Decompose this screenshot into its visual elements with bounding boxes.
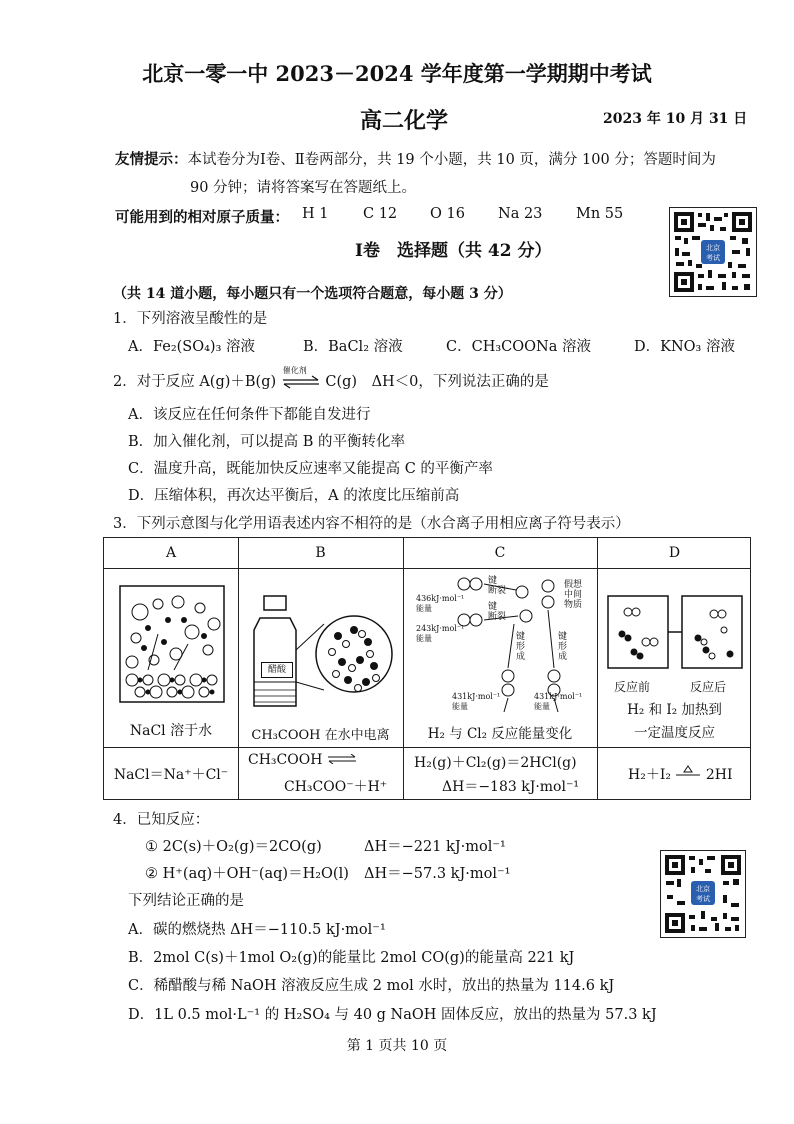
before-label: 反应前 bbox=[614, 680, 651, 694]
q3-equation-b2: CH₃COO⁻＋H⁺ bbox=[284, 779, 388, 795]
q3-caption-b: CH₃COOH 在水中电离 bbox=[251, 728, 390, 743]
catalyst-label: 催化剂 bbox=[282, 366, 307, 375]
q1-option-a[interactable]: A．Fe₂(SO₄)₃ 溶液 bbox=[128, 339, 256, 355]
q3-header-c: C bbox=[494, 545, 506, 561]
q3-equation-d: H₂＋I₂ 2HI bbox=[628, 767, 733, 783]
q3-header-d: D bbox=[668, 545, 681, 561]
energy-label-hcl-1: 431kJ·mol⁻¹ 能量 bbox=[452, 692, 501, 711]
q3-equation-a: NaCl＝Na⁺＋Cl⁻ bbox=[113, 767, 229, 783]
exam-title: 北京一零一中 2023－2024 学年度第一学期期中考试 bbox=[142, 61, 652, 86]
mass-mn: Mn 55 bbox=[576, 206, 624, 222]
bond-break-label-1: 键 断裂 bbox=[488, 576, 507, 596]
tips-block bbox=[115, 148, 716, 169]
energy-label-hcl-2: 431kJ·mol⁻¹ 能量 bbox=[534, 692, 583, 711]
mass-na: Na 23 bbox=[498, 206, 543, 222]
acetic-acid-diagram bbox=[250, 590, 394, 716]
heat-arrow-icon bbox=[675, 765, 701, 779]
q2-stem-prefix: 2．对于反应 A(g)＋B(g) bbox=[113, 374, 277, 390]
q4-prompt: 下列结论正确的是 bbox=[128, 893, 244, 909]
qr-code-bottom[interactable] bbox=[660, 850, 746, 938]
mass-h: H 1 bbox=[302, 206, 329, 222]
q3-equation-c2: ΔH＝−183 kJ·mol⁻¹ bbox=[442, 779, 579, 795]
page-number: 第 1 页共 10 页 bbox=[346, 1038, 448, 1054]
q2-stem bbox=[113, 366, 549, 391]
q4-option-a[interactable]: A．碳的燃烧热 ΔH＝−110.5 kJ·mol⁻¹ bbox=[128, 922, 386, 938]
q3-stem: 3．下列示意图与化学用语表述内容不相符的是（水合离子用相应离子符号表示） bbox=[113, 516, 630, 532]
tips-label: 友情提示： bbox=[115, 151, 188, 168]
q2-stem-suffix: C(g) ΔH＜0，下列说法正确的是 bbox=[325, 374, 549, 390]
q2-option-a[interactable]: A．该反应在任何条件下都能自发进行 bbox=[128, 407, 371, 423]
mass-c: C 12 bbox=[363, 206, 398, 222]
tips-line2: 90 分钟；请将答案写在答题纸上。 bbox=[190, 180, 417, 196]
qr-code-top[interactable] bbox=[669, 207, 757, 297]
q3-caption-c: H₂ 与 Cl₂ 反应能量变化 bbox=[427, 726, 573, 742]
q1-option-c[interactable]: C．CH₃COONa 溶液 bbox=[446, 339, 591, 355]
q4-stem: 4．已知反应： bbox=[113, 812, 210, 828]
q4-reaction-1-dh: ΔH＝−221 kJ·mol⁻¹ bbox=[364, 839, 506, 855]
q3-header-b: B bbox=[315, 545, 326, 561]
nacl-dissolution-diagram bbox=[118, 584, 228, 710]
exam-date: 2023 年 10 月 31 日 bbox=[603, 111, 748, 127]
q4-option-b[interactable]: B．2mol C(s)＋1mol O₂(g)的能量比 2mol CO(g)的能量高 221 kJ bbox=[128, 950, 575, 966]
bond-energy-diagram bbox=[408, 572, 594, 718]
q3-caption-d1: H₂ 和 I₂ 加热到 bbox=[627, 702, 722, 718]
q3-caption-a: NaCl 溶于水 bbox=[129, 723, 213, 739]
q4-option-c[interactable]: C．稀醋酸与稀 NaOH 溶液反应生成 2 mol 水时，放出的热量为 114.6 kJ bbox=[128, 978, 615, 994]
intermediate-label: 假想 中间 物质 bbox=[564, 580, 583, 610]
q4-reaction-2-dh: ΔH＝−57.3 kJ·mol⁻¹ bbox=[364, 866, 511, 882]
q1-stem: 1．下列溶液呈酸性的是 bbox=[113, 311, 268, 327]
q3-equation-b1: CH₃COOH bbox=[248, 752, 357, 768]
tips-line1: 本试卷分为Ⅰ卷、Ⅱ卷两部分，共 19 个小题，共 10 页，满分 100 分；答题时间为 bbox=[187, 152, 716, 168]
q3-header-a: A bbox=[165, 545, 177, 561]
bottle-label: 醋酸 bbox=[261, 662, 293, 678]
atomic-masses bbox=[115, 206, 289, 227]
section-title: Ⅰ卷 选择题（共 42 分） bbox=[355, 241, 552, 261]
equilibrium-arrow-icon bbox=[281, 366, 321, 389]
q1-option-d[interactable]: D．KNO₃ 溶液 bbox=[634, 339, 735, 355]
q4-reaction-1: ① 2C(s)＋O₂(g)＝2CO(g) bbox=[145, 839, 322, 855]
q2-option-b[interactable]: B．加入催化剂，可以提高 B 的平衡转化率 bbox=[128, 434, 406, 450]
subject-title: 高二化学 bbox=[360, 108, 449, 134]
bond-form-label-2: 键 形 成 bbox=[558, 632, 568, 662]
reversible-arrow-icon bbox=[327, 754, 357, 764]
reaction-boxes-diagram bbox=[606, 594, 746, 702]
q2-option-c[interactable]: C．温度升高，既能加快反应速率又能提高 C 的平衡产率 bbox=[128, 461, 493, 477]
svg-text:考试: 考试 bbox=[706, 254, 720, 262]
q4-reaction-2: ② H⁺(aq)＋OH⁻(aq)＝H₂O(l) bbox=[145, 866, 349, 882]
q4-option-d[interactable]: D．1L 0.5 mol·L⁻¹ 的 H₂SO₄ 与 40 g NaOH 固体反应，放出的热量为 57.3 kJ bbox=[128, 1007, 657, 1023]
energy-label-h2: 436kJ·mol⁻¹ 能量 bbox=[416, 594, 465, 613]
atomic-masses-label: 可能用到的相对原子质量： bbox=[115, 209, 289, 226]
q2-option-d[interactable]: D．压缩体积，再次达平衡后，A 的浓度比压缩前高 bbox=[128, 488, 460, 504]
bond-form-label-1: 键 形 成 bbox=[516, 632, 526, 662]
section-instructions: （共 14 道小题，每小题只有一个选项符合题意，每小题 3 分） bbox=[113, 286, 512, 302]
qr-pattern-icon bbox=[661, 851, 745, 937]
q3-caption-d2: 一定温度反应 bbox=[634, 725, 715, 741]
svg-text:考试: 考试 bbox=[696, 895, 710, 903]
bond-break-label-2: 键 断裂 bbox=[488, 602, 507, 622]
svg-text:北京: 北京 bbox=[706, 244, 720, 252]
q1-option-b[interactable]: B．BaCl₂ 溶液 bbox=[303, 339, 403, 355]
qr-pattern-icon bbox=[670, 208, 756, 296]
q3-equation-c1: H₂(g)＋Cl₂(g)＝2HCl(g) bbox=[414, 755, 577, 771]
svg-text:北京: 北京 bbox=[696, 885, 710, 893]
mass-o: O 16 bbox=[430, 206, 465, 222]
q3-table bbox=[103, 537, 751, 800]
after-label: 反应后 bbox=[690, 680, 727, 694]
energy-label-cl2: 243kJ·mol⁻¹ 能量 bbox=[416, 624, 465, 643]
